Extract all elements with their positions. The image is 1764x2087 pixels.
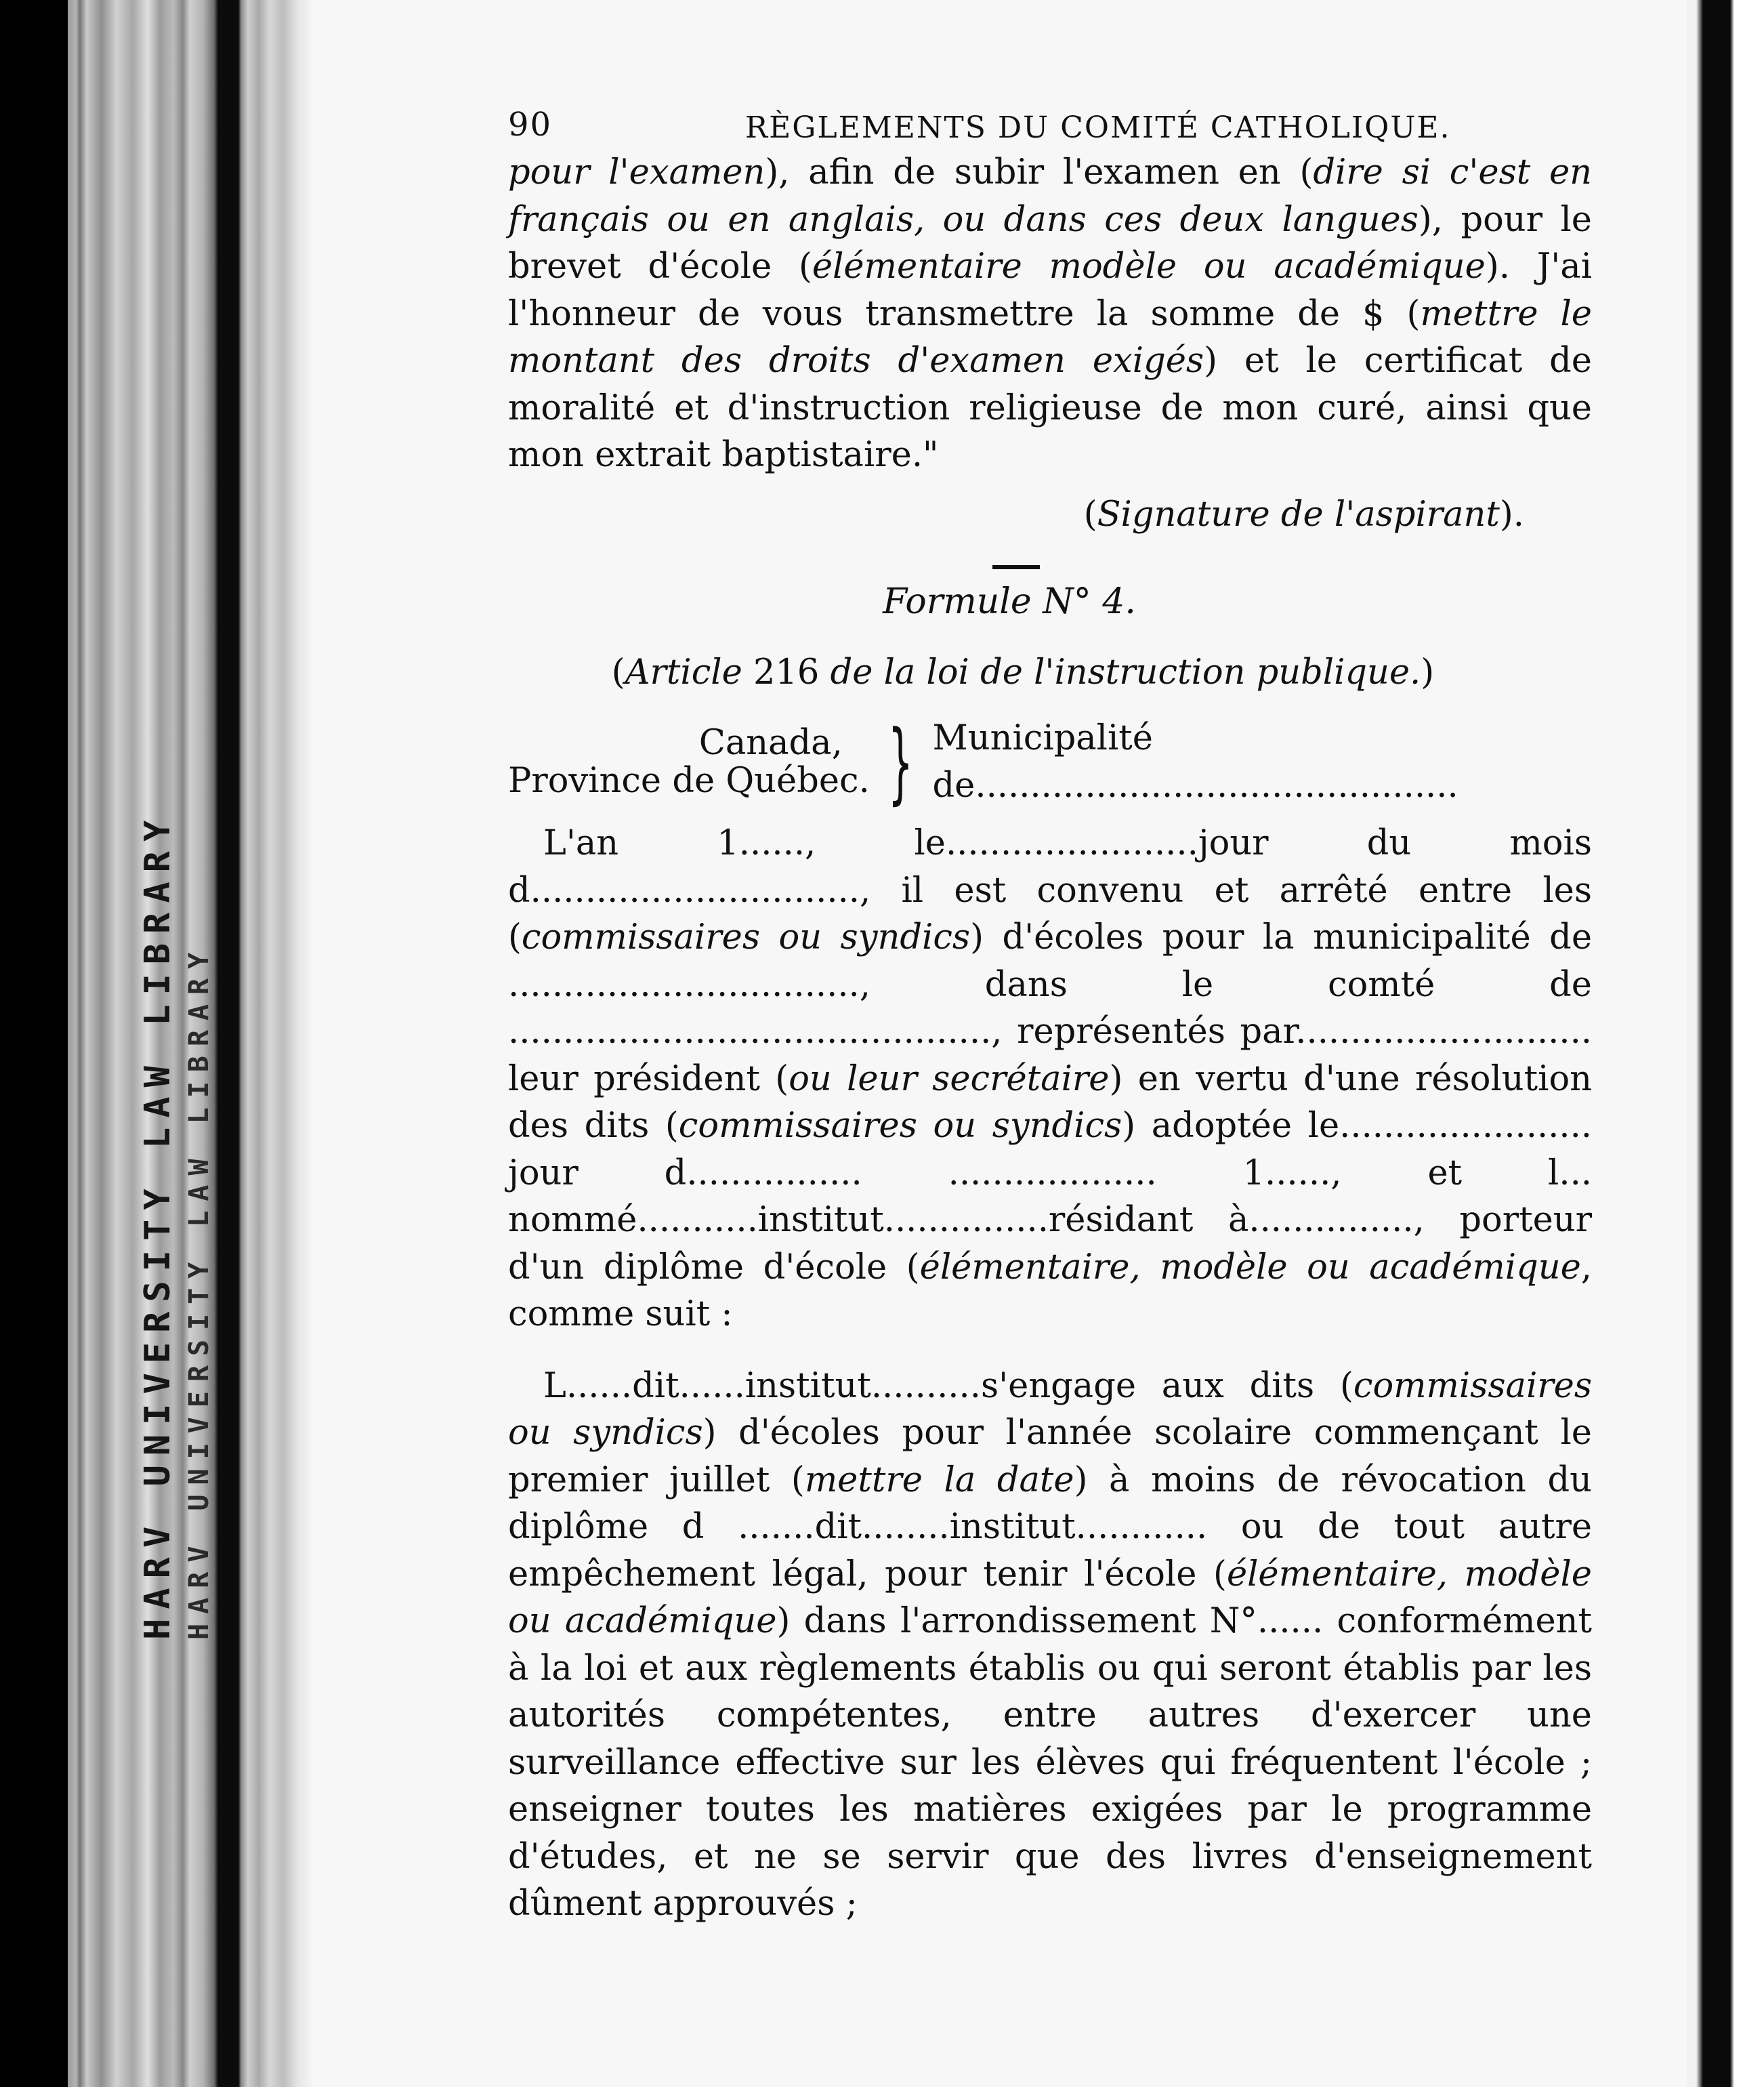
location-block bbox=[508, 710, 1592, 814]
spine-stamp-line: HARV UNIVERSITY LAW LIBRARY bbox=[138, 810, 178, 1640]
running-title: RÈGLEMENTS DU COMITÉ CATHOLIQUE. bbox=[745, 110, 1451, 145]
form-heading: Formule N° 4. bbox=[883, 581, 1136, 622]
page-content bbox=[508, 95, 1592, 1928]
place-names bbox=[508, 724, 870, 800]
running-header bbox=[508, 95, 1592, 149]
brace-glyph: } bbox=[887, 710, 913, 814]
municipality-line: Municipalité de............................................ bbox=[932, 718, 1458, 806]
scan-right-border bbox=[1687, 0, 1764, 2087]
article-reference: (Article 216 de la loi de l'instruction publique.) bbox=[611, 652, 1435, 693]
spine-stamp-line: HARV UNIVERSITY LAW LIBRARY bbox=[184, 943, 215, 1640]
paragraph-gap bbox=[508, 1338, 1592, 1363]
province-name: Province de Québec. bbox=[508, 760, 870, 801]
paragraph-agreement: L'an 1......, le.......................jour du mois d.............................., il est convenu et arrêté entre les (commissaires ou syndics) d'écoles pour la municipalité de ................................, dans le comté de ............................................, représentés par........................... leur président (ou leur secrétaire) en vertu d'une résolution des dits (commissaires ou syndics) adoptée le....................... jour d................ ................... 1......, et l... nommé...........institut...............résidant à..............., porteur d'un diplôme d'école (élémentaire, modèle ou académique, comme suit : bbox=[508, 823, 1593, 1334]
paragraph-application-end: pour l'examen), afin de subir l'examen en (dire si c'est en français ou en anglais, ou dans ces deux langues), pour le brevet d'école (élémentaire modèle ou académique). J'ai l'honneur de vous transmettre la somme de $ (mettre le montant des droits d'examen exigés) et le certificat de moralité et d'instruction religieuse de mon curé, ainsi que mon extrait baptistaire." bbox=[508, 152, 1593, 475]
signature-line: (Signature de l'aspirant). bbox=[1083, 494, 1524, 535]
library-spine-stamp bbox=[129, 739, 224, 1640]
section-divider bbox=[992, 565, 1040, 569]
page-number: 90 bbox=[508, 106, 553, 144]
paragraph-engagement: L......dit......institut..........s'engage aux dits (commissaires ou syndics) d'écoles pour l'année scolaire commençant le premier juillet (mettre la date) à moins de révocation du diplôme d .......dit........institut............ ou de tout autre empêchement légal, pour tenir l'école (élémentaire, modèle ou académique) dans l'arrondissement N°...... conformément à la loi et aux règlements établis ou qui seront établis par les autorités compétentes, entre autres d'exercer une surveillance effective sur les élèves qui fréquentent l'école ; enseigner toutes les matières exigées par le programme d'études, et ne se servir que des livres d'enseignement dûment approuvés ; bbox=[508, 1365, 1593, 1924]
country-name: Canada, bbox=[698, 722, 843, 763]
